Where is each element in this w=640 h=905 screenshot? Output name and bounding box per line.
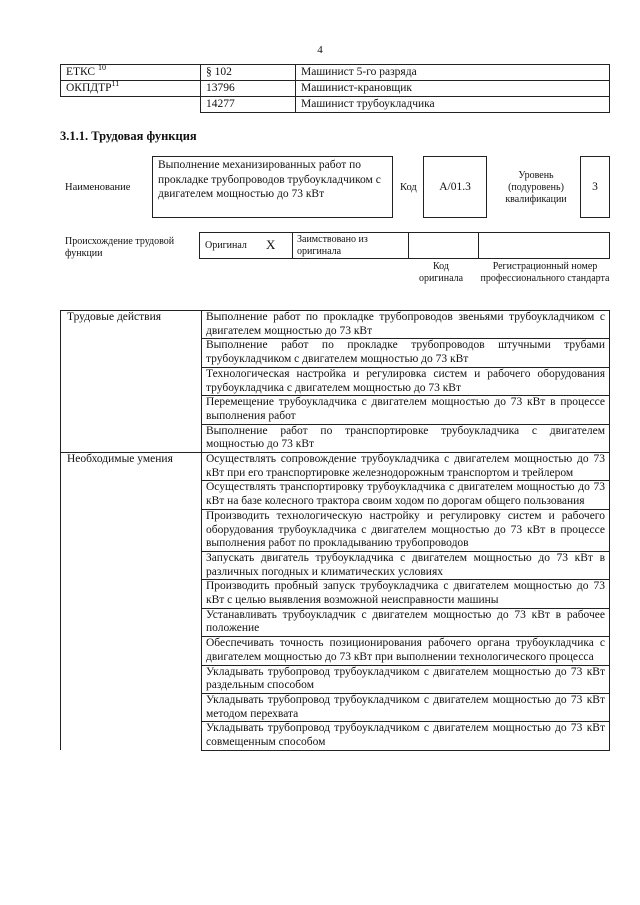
function-details-table [60,310,610,751]
code-system-cell: ЕТКС $^{10}$ [61,65,201,81]
section-title: 3.1.1. Трудовая функция [60,129,197,143]
original-mark: X [266,237,276,252]
borrowed-label: Заимствовано из оригинала [297,234,368,257]
table-row [61,453,610,481]
table-cell: Выполнение работ по транспортировке трубоукладчика с двигателем мощностью до 73 кВт [202,424,610,452]
function-code-box: А/01.3 [423,156,487,218]
code-system-cell [61,97,201,113]
origin-divider [292,233,293,258]
origin-divider [478,233,479,258]
table-cell: Производить технологическую настройку и регулировку систем и рабочего оборудования трубоукладчика с двигателем мощностью до 73 кВт в процессе выполнения работ по прокладыванию трубопроводов [202,509,610,551]
table-cell: Укладывать трубопровод трубоукладчиком с двигателем мощностью до 73 кВт раздельным способом [202,665,610,693]
section-title-cell: Трудовые действия [61,311,202,453]
table-cell: Укладывать трубопровод трубоукладчиком с двигателем мощностью до 73 кВт совмещенным способом [202,722,610,750]
code-name-cell: Машинист 5-го разряда [296,65,610,81]
table-cell: Производить пробный запуск трубоукладчика с двигателем мощностью до 73 кВт с целью выявления возможной неисправности машины [202,580,610,608]
table-cell: Выполнение работ по прокладке трубопроводов штучными трубами трубоукладчиком с двигателем мощностью до 73 кВт [202,339,610,367]
table-cell: Технологическая настройка и регулировка систем и рабочего оборудования трубоукладчика с двигателем мощностью до 73 кВт [202,367,610,395]
code-name-cell: Машинист-крановщик [296,81,610,97]
page-number: 4 [317,44,323,56]
table-cell: Осуществлять сопровождение трубоукладчика с двигателем мощностью до 73 кВт при его транспортировке железнодорожным транспортом и трейлером [202,453,610,481]
section-labor-actions [61,311,610,453]
code-of-original-caption: Код оригинала [418,261,464,284]
origin-divider [408,233,409,258]
function-name-box: Выполнение механизированных работ по прокладке трубопроводов трубоукладчиком с двигателем мощностью до 73 кВт [152,156,393,218]
table-cell: Осуществлять транспортировку трубоукладчика с двигателем мощностью до 73 кВт на базе колесного трактора своим ходом по дорогам общего пользования [202,481,610,509]
section-title-cell: Необходимые умения [61,453,202,751]
table-row [61,311,610,339]
table-cell: Укладывать трубопровод трубоукладчиком с двигателем мощностью до 73 кВт методом перехвата [202,693,610,721]
code-value-cell: 13796 [201,81,296,97]
code-value-cell: § 102 [201,65,296,81]
code-system-cell: ОКПДТР$^{11}$ [61,81,201,97]
codes-row [61,81,610,97]
section-required-skills [61,453,610,751]
origin-label: Происхождение трудовой функции [65,236,175,259]
table-cell: Перемещение трубоукладчика с двигателем мощностью до 73 кВт в процессе выполнения работ [202,396,610,424]
codes-row [61,97,610,113]
registration-number-caption: Регистрационный номер профессионального стандарта [480,261,610,284]
level-value-box: 3 [580,156,610,218]
code-value-cell: 14277 [201,97,296,113]
code-name-cell: Машинист трубоукладчика [296,97,610,113]
codes-table [60,64,610,113]
name-label: Наименование [65,182,131,193]
table-cell: Запускать двигатель трубоукладчика с двигателем мощностью до 73 кВт в различных погодных и климатических условиях [202,551,610,579]
table-cell: Устанавливать трубоукладчик с двигателем мощностью до 73 кВт в рабочее положение [202,608,610,636]
codes-row [61,65,610,81]
origin-box [199,232,610,259]
original-label: Оригинал [205,240,247,251]
table-cell: Обеспечивать точность позиционирования рабочего органа трубоукладчика с двигателем мощностью до 73 кВт при выполнении технологического процесса [202,637,610,665]
level-label: Уровень (подуровень) квалификации [505,170,567,205]
code-label: Код [400,182,417,193]
table-cell: Выполнение работ по прокладке трубопроводов звеньями трубоукладчиком с двигателем мощностью до 73 кВт [202,311,610,339]
